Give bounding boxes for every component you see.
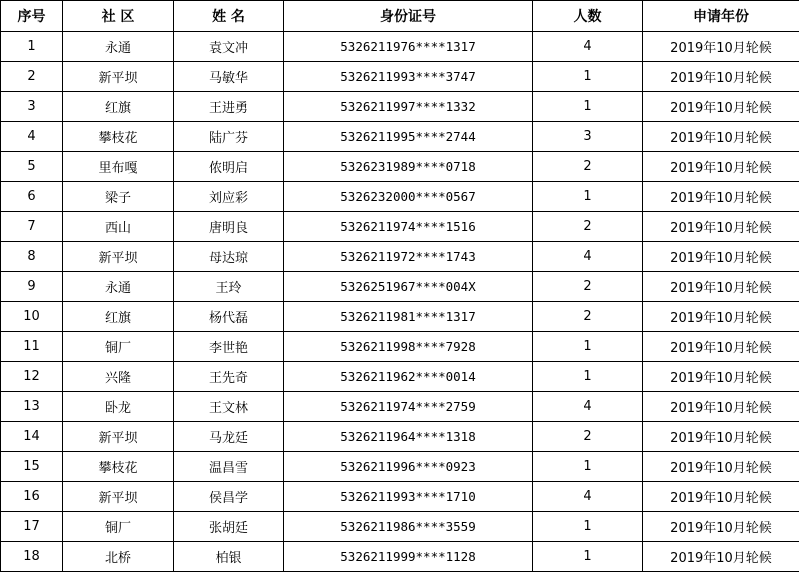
cell-id-number: 5326211997****1332 [284, 92, 533, 122]
cell-household-size: 1 [533, 542, 643, 572]
cell-community: 新平坝 [63, 242, 174, 272]
cell-serial-number: 6 [1, 182, 63, 212]
cell-application-period: 2019年10月轮候 [643, 32, 799, 62]
cell-community: 梁子 [63, 182, 174, 212]
cell-id-number: 5326251967****004X [284, 272, 533, 302]
cell-application-period: 2019年10月轮候 [643, 452, 799, 482]
cell-serial-number: 2 [1, 62, 63, 92]
cell-application-period: 2019年10月轮候 [643, 152, 799, 182]
cell-name: 柏银 [174, 542, 284, 572]
table-row [1, 182, 799, 212]
table-row [1, 242, 799, 272]
cell-name: 张胡廷 [174, 512, 284, 542]
cell-community: 新平坝 [63, 62, 174, 92]
cell-community: 北桥 [63, 542, 174, 572]
cell-id-number: 5326211993****1710 [284, 482, 533, 512]
cell-community: 卧龙 [63, 392, 174, 422]
table-row [1, 422, 799, 452]
table-row [1, 92, 799, 122]
cell-household-size: 4 [533, 242, 643, 272]
cell-id-number: 5326211981****1317 [284, 302, 533, 332]
cell-application-period: 2019年10月轮候 [643, 362, 799, 392]
cell-community: 永通 [63, 272, 174, 302]
table-row [1, 272, 799, 302]
cell-household-size: 4 [533, 392, 643, 422]
cell-id-number: 5326211998****7928 [284, 332, 533, 362]
cell-application-period: 2019年10月轮候 [643, 62, 799, 92]
cell-household-size: 1 [533, 62, 643, 92]
cell-serial-number: 18 [1, 542, 63, 572]
table-row [1, 32, 799, 62]
cell-household-size: 1 [533, 182, 643, 212]
cell-serial-number: 10 [1, 302, 63, 332]
header-serial-number: 序号 [1, 1, 63, 32]
cell-household-size: 4 [533, 32, 643, 62]
cell-name: 袁文冲 [174, 32, 284, 62]
cell-community: 西山 [63, 212, 174, 242]
cell-serial-number: 4 [1, 122, 63, 152]
header-community: 社 区 [63, 1, 174, 32]
cell-id-number: 5326211996****0923 [284, 452, 533, 482]
cell-id-number: 5326211999****1128 [284, 542, 533, 572]
table-row [1, 332, 799, 362]
cell-household-size: 3 [533, 122, 643, 152]
cell-serial-number: 17 [1, 512, 63, 542]
cell-id-number: 5326211993****3747 [284, 62, 533, 92]
cell-name: 温昌雪 [174, 452, 284, 482]
cell-name: 唐明良 [174, 212, 284, 242]
cell-application-period: 2019年10月轮候 [643, 422, 799, 452]
cell-application-period: 2019年10月轮候 [643, 482, 799, 512]
table-row [1, 542, 799, 572]
cell-id-number: 5326231989****0718 [284, 152, 533, 182]
cell-application-period: 2019年10月轮候 [643, 542, 799, 572]
cell-application-period: 2019年10月轮候 [643, 92, 799, 122]
cell-name: 王先奇 [174, 362, 284, 392]
table-row [1, 392, 799, 422]
cell-name: 母达琼 [174, 242, 284, 272]
cell-community: 铜厂 [63, 512, 174, 542]
table-row [1, 62, 799, 92]
cell-household-size: 2 [533, 212, 643, 242]
header-row [1, 1, 799, 32]
cell-application-period: 2019年10月轮候 [643, 212, 799, 242]
cell-household-size: 1 [533, 362, 643, 392]
cell-serial-number: 14 [1, 422, 63, 452]
cell-community: 里布嘎 [63, 152, 174, 182]
cell-application-period: 2019年10月轮候 [643, 272, 799, 302]
cell-household-size: 1 [533, 332, 643, 362]
cell-community: 攀枝花 [63, 122, 174, 152]
header-id-number: 身份证号 [284, 1, 533, 32]
table-row [1, 512, 799, 542]
cell-serial-number: 13 [1, 392, 63, 422]
cell-name: 侬明启 [174, 152, 284, 182]
cell-id-number: 5326232000****0567 [284, 182, 533, 212]
table-row [1, 152, 799, 182]
cell-id-number: 5326211964****1318 [284, 422, 533, 452]
cell-application-period: 2019年10月轮候 [643, 182, 799, 212]
cell-application-period: 2019年10月轮候 [643, 302, 799, 332]
cell-name: 杨代磊 [174, 302, 284, 332]
header-name: 姓 名 [174, 1, 284, 32]
cell-serial-number: 15 [1, 452, 63, 482]
cell-community: 攀枝花 [63, 452, 174, 482]
cell-name: 王玲 [174, 272, 284, 302]
table-body [1, 32, 799, 572]
header-household-size: 人数 [533, 1, 643, 32]
cell-community: 红旗 [63, 302, 174, 332]
cell-application-period: 2019年10月轮候 [643, 512, 799, 542]
cell-application-period: 2019年10月轮候 [643, 122, 799, 152]
cell-community: 新平坝 [63, 422, 174, 452]
header-application-period: 申请年份 [643, 1, 799, 32]
cell-serial-number: 3 [1, 92, 63, 122]
cell-name: 马龙廷 [174, 422, 284, 452]
cell-community: 永通 [63, 32, 174, 62]
cell-serial-number: 1 [1, 32, 63, 62]
cell-id-number: 5326211974****1516 [284, 212, 533, 242]
cell-application-period: 2019年10月轮候 [643, 242, 799, 272]
cell-id-number: 5326211976****1317 [284, 32, 533, 62]
cell-id-number: 5326211972****1743 [284, 242, 533, 272]
cell-id-number: 5326211986****3559 [284, 512, 533, 542]
cell-household-size: 4 [533, 482, 643, 512]
cell-serial-number: 16 [1, 482, 63, 512]
cell-name: 王文林 [174, 392, 284, 422]
cell-household-size: 1 [533, 512, 643, 542]
cell-name: 侯昌学 [174, 482, 284, 512]
table-row [1, 302, 799, 332]
cell-id-number: 5326211974****2759 [284, 392, 533, 422]
cell-serial-number: 11 [1, 332, 63, 362]
cell-household-size: 2 [533, 152, 643, 182]
cell-community: 铜厂 [63, 332, 174, 362]
cell-application-period: 2019年10月轮候 [643, 392, 799, 422]
cell-name: 刘应彩 [174, 182, 284, 212]
cell-name: 李世艳 [174, 332, 284, 362]
table-row [1, 362, 799, 392]
cell-name: 王进勇 [174, 92, 284, 122]
cell-community: 兴隆 [63, 362, 174, 392]
cell-household-size: 1 [533, 452, 643, 482]
cell-household-size: 2 [533, 422, 643, 452]
cell-serial-number: 7 [1, 212, 63, 242]
cell-id-number: 5326211995****2744 [284, 122, 533, 152]
cell-application-period: 2019年10月轮候 [643, 332, 799, 362]
table-row [1, 122, 799, 152]
cell-name: 马敏华 [174, 62, 284, 92]
cell-id-number: 5326211962****0014 [284, 362, 533, 392]
cell-serial-number: 5 [1, 152, 63, 182]
cell-serial-number: 8 [1, 242, 63, 272]
table-row [1, 482, 799, 512]
cell-household-size: 2 [533, 272, 643, 302]
table-row [1, 452, 799, 482]
cell-serial-number: 9 [1, 272, 63, 302]
cell-household-size: 2 [533, 302, 643, 332]
cell-community: 新平坝 [63, 482, 174, 512]
table-row [1, 212, 799, 242]
cell-serial-number: 12 [1, 362, 63, 392]
cell-community: 红旗 [63, 92, 174, 122]
cell-name: 陆广芬 [174, 122, 284, 152]
cell-household-size: 1 [533, 92, 643, 122]
